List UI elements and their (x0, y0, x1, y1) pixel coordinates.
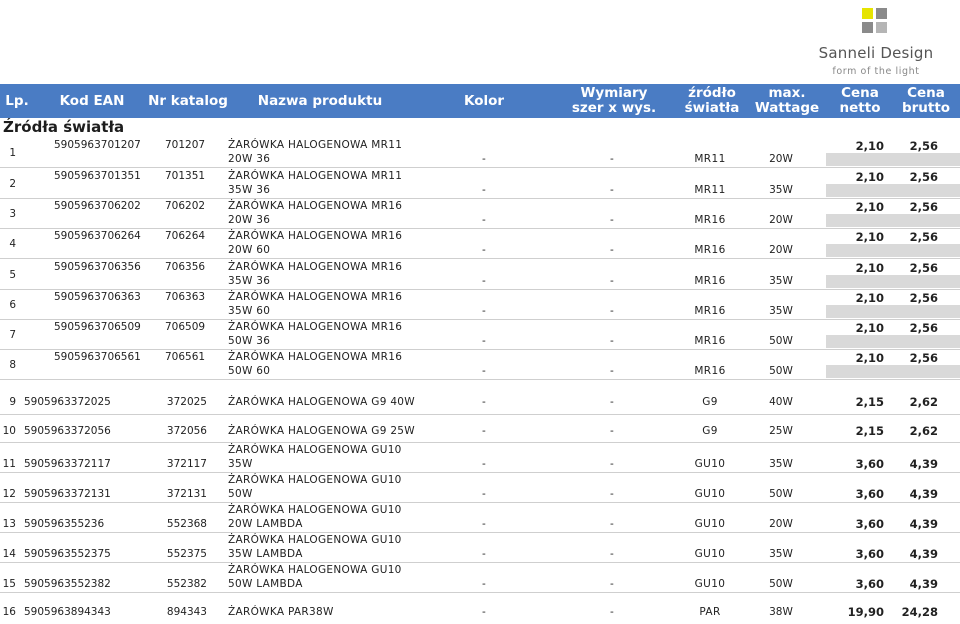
dimensions-value: - (610, 305, 614, 317)
net-price: 2,10 (855, 230, 884, 244)
row-number: 4 (9, 238, 16, 250)
color-value: - (482, 548, 486, 560)
gross-price: 4,39 (909, 517, 938, 531)
light-source-value: G9 (702, 425, 718, 437)
light-source-value: MR16 (694, 305, 726, 317)
gross-price: 2,62 (909, 395, 938, 409)
product-name-line2: 20W 36 (228, 214, 271, 226)
wattage-value: 38W (769, 606, 793, 618)
price-cell-shade (826, 214, 960, 227)
product-name-line1: ŻARÓWKA HALOGENOWA MR16 (228, 230, 403, 242)
row-divider (0, 258, 960, 259)
dimensions-value: - (610, 335, 614, 347)
dimensions-value: - (610, 244, 614, 256)
header-dimensions-line2: szer x wys. (571, 100, 657, 116)
ean-code: 5905963372117 (24, 458, 111, 470)
dimensions-value: - (610, 578, 614, 590)
light-source-value: MR11 (694, 153, 726, 165)
product-name-line1: ŻARÓWKA HALOGENOWA G9 40W (228, 396, 415, 408)
catalog-number: 706363 (165, 291, 206, 303)
color-value: - (482, 578, 486, 590)
header-light-source-line2: światła (684, 100, 740, 116)
color-value: - (482, 335, 486, 347)
product-name-line1: ŻARÓWKA HALOGENOWA GU10 (228, 444, 402, 456)
row-divider (0, 532, 960, 533)
light-source-value: GU10 (694, 518, 726, 530)
header-catalog: Nr katalog (148, 92, 228, 109)
product-name-line2: 50W LAMBDA (228, 578, 303, 590)
gross-price: 4,39 (909, 577, 938, 591)
catalog-number: 706264 (165, 230, 206, 242)
wattage-value: 35W (769, 184, 793, 196)
row-number: 14 (2, 548, 16, 560)
ean-code: 5905963706363 (54, 291, 141, 303)
row-number: 13 (2, 518, 16, 530)
row-number: 9 (9, 396, 16, 408)
ean-code: 5905963552382 (24, 578, 111, 590)
header-dimensions-line1: Wymiary (580, 85, 648, 101)
light-source-value: GU10 (694, 488, 726, 500)
ean-code: 5905963894343 (24, 606, 111, 618)
catalog-number: 552368 (166, 518, 207, 530)
dimensions-value: - (610, 184, 614, 196)
net-price: 2,10 (855, 139, 884, 153)
catalog-number: 894343 (166, 606, 207, 618)
row-number: 12 (2, 488, 16, 500)
wattage-value: 40W (769, 396, 793, 408)
dimensions-value: - (610, 548, 614, 560)
gross-price: 2,62 (909, 424, 938, 438)
product-name-line2: 20W 60 (228, 244, 271, 256)
row-number: 1 (9, 147, 16, 159)
color-value: - (482, 184, 486, 196)
gross-price: 2,56 (909, 261, 938, 275)
gross-price: 2,56 (909, 170, 938, 184)
product-name-line2: 35W (228, 458, 253, 470)
product-name-line1: ŻARÓWKA HALOGENOWA MR16 (228, 261, 403, 273)
color-value: - (482, 244, 486, 256)
net-price: 3,60 (855, 517, 884, 531)
ean-code: 5905963372025 (24, 396, 111, 408)
ean-code: 5905963701351 (54, 170, 141, 182)
color-value: - (482, 153, 486, 165)
row-number: 16 (2, 606, 16, 618)
product-name-line1: ŻARÓWKA HALOGENOWA GU10 (228, 564, 402, 576)
color-value: - (482, 458, 486, 470)
gross-price: 4,39 (909, 487, 938, 501)
dimensions-value: - (610, 396, 614, 408)
light-source-value: MR11 (694, 184, 726, 196)
light-source-value: GU10 (694, 578, 726, 590)
color-value: - (482, 214, 486, 226)
row-divider (0, 319, 960, 320)
product-name-line1: ŻARÓWKA HALOGENOWA MR11 (228, 170, 403, 182)
price-cell-shade (826, 153, 960, 166)
product-name-line2: 20W 36 (228, 153, 271, 165)
ean-code: 5905963706509 (54, 321, 141, 333)
price-cell-shade (826, 365, 960, 378)
light-source-value: MR16 (694, 214, 726, 226)
net-price: 2,10 (855, 351, 884, 365)
gross-price: 2,56 (909, 351, 938, 365)
price-cell-shade (826, 305, 960, 318)
dimensions-value: - (610, 275, 614, 287)
wattage-value: 20W (769, 214, 793, 226)
ean-code: 5905963552375 (24, 548, 111, 560)
logo-tagline: form of the light (832, 66, 920, 77)
catalog-number: 372131 (166, 488, 207, 500)
net-price: 3,60 (855, 487, 884, 501)
net-price: 2,10 (855, 170, 884, 184)
header-gross-price-line2: brutto (901, 100, 951, 116)
dimensions-value: - (610, 425, 614, 437)
light-source-value: MR16 (694, 244, 726, 256)
dimensions-value: - (610, 365, 614, 377)
wattage-value: 20W (769, 518, 793, 530)
catalog-number: 552375 (166, 548, 207, 560)
wattage-value: 35W (769, 458, 793, 470)
product-name-line2: 35W 60 (228, 305, 271, 317)
dimensions-value: - (610, 606, 614, 618)
dimensions-value: - (610, 488, 614, 500)
header-net-price-line1: Cena (841, 85, 879, 101)
wattage-value: 35W (769, 548, 793, 560)
color-value: - (482, 396, 486, 408)
product-name-line2: 35W LAMBDA (228, 548, 303, 560)
product-name-line1: ŻARÓWKA HALOGENOWA MR16 (228, 200, 403, 212)
wattage-value: 20W (769, 244, 793, 256)
ean-code: 5905963706202 (54, 200, 141, 212)
product-name-line1: ŻARÓWKA HALOGENOWA MR11 (228, 139, 403, 151)
gross-price: 2,56 (909, 291, 938, 305)
light-source-value: GU10 (694, 548, 726, 560)
net-price: 19,90 (847, 605, 884, 619)
product-name-line1: ŻARÓWKA PAR38W (228, 606, 334, 618)
gross-price: 2,56 (909, 139, 938, 153)
ean-code: 5905963706561 (54, 351, 141, 363)
ean-code: 5905963372056 (24, 425, 111, 437)
product-name-line1: ŻARÓWKA HALOGENOWA GU10 (228, 504, 402, 516)
wattage-value: 20W (769, 153, 793, 165)
color-value: - (482, 606, 486, 618)
row-divider (0, 349, 960, 350)
color-value: - (482, 365, 486, 377)
light-source-value: PAR (699, 606, 721, 618)
dimensions-value: - (610, 153, 614, 165)
header-ean: Kod EAN (59, 92, 125, 109)
wattage-value: 50W (769, 365, 793, 377)
row-number: 3 (9, 208, 16, 220)
net-price: 3,60 (855, 577, 884, 591)
catalog-number: 706509 (165, 321, 206, 333)
catalog-number: 706561 (165, 351, 206, 363)
ean-code: 590596355236 (24, 518, 105, 530)
gross-price: 4,39 (909, 457, 938, 471)
product-name-line1: ŻARÓWKA HALOGENOWA MR16 (228, 321, 403, 333)
product-name-line2: 35W 36 (228, 275, 271, 287)
header-color: Kolor (463, 92, 505, 109)
row-number: 8 (9, 359, 16, 371)
catalog-number: 701207 (165, 139, 206, 151)
row-divider (0, 442, 960, 443)
row-divider (0, 289, 960, 290)
row-number: 11 (2, 458, 16, 470)
header-wattage-line2: Wattage (754, 100, 820, 116)
net-price: 3,60 (855, 457, 884, 471)
gross-price: 2,56 (909, 200, 938, 214)
light-source-value: GU10 (694, 458, 726, 470)
header-product: Nazwa produktu (257, 92, 383, 109)
light-source-value: G9 (702, 396, 718, 408)
row-divider (0, 414, 960, 415)
gross-price: 2,56 (909, 321, 938, 335)
ean-code: 5905963706264 (54, 230, 141, 242)
color-value: - (482, 488, 486, 500)
product-name-line1: ŻARÓWKA HALOGENOWA GU10 (228, 534, 402, 546)
gross-price: 4,39 (909, 547, 938, 561)
ean-code: 5905963706356 (54, 261, 141, 273)
catalog-number: 706356 (165, 261, 206, 273)
net-price: 2,10 (855, 261, 884, 275)
ean-code: 5905963372131 (24, 488, 111, 500)
row-divider (0, 502, 960, 503)
product-name-line1: ŻARÓWKA HALOGENOWA GU10 (228, 474, 402, 486)
product-name-line2: 50W 36 (228, 335, 271, 347)
logo-name: Sanneli Design (818, 44, 934, 62)
wattage-value: 50W (769, 488, 793, 500)
light-source-value: MR16 (694, 275, 726, 287)
net-price: 2,10 (855, 291, 884, 305)
wattage-value: 25W (769, 425, 793, 437)
net-price: 2,15 (855, 424, 884, 438)
row-divider (0, 379, 960, 380)
header-gross-price-line1: Cena (907, 85, 945, 101)
wattage-value: 50W (769, 578, 793, 590)
gross-price: 2,56 (909, 230, 938, 244)
color-value: - (482, 518, 486, 530)
product-name-line2: 35W 36 (228, 184, 271, 196)
net-price: 2,10 (855, 200, 884, 214)
header-wattage-line1: max. (768, 85, 806, 101)
price-cell-shade (826, 275, 960, 288)
section-title: Źródła światła (3, 118, 125, 136)
product-name-line1: ŻARÓWKA HALOGENOWA MR16 (228, 351, 403, 363)
row-divider (0, 198, 960, 199)
color-value: - (482, 275, 486, 287)
row-number: 2 (9, 178, 16, 190)
catalog-number: 706202 (165, 200, 206, 212)
header-net-price-line2: netto (839, 100, 881, 116)
net-price: 3,60 (855, 547, 884, 561)
row-number: 10 (2, 425, 16, 437)
row-number: 7 (9, 329, 16, 341)
net-price: 2,15 (855, 395, 884, 409)
row-divider (0, 592, 960, 593)
dimensions-value: - (610, 214, 614, 226)
row-number: 15 (2, 578, 16, 590)
product-name-line2: 50W (228, 488, 253, 500)
row-number: 6 (9, 299, 16, 311)
row-number: 5 (9, 269, 16, 281)
product-name-line1: ŻARÓWKA HALOGENOWA MR16 (228, 291, 403, 303)
catalog-number: 372056 (166, 425, 207, 437)
product-name-line1: ŻARÓWKA HALOGENOWA G9 25W (228, 425, 415, 437)
wattage-value: 35W (769, 305, 793, 317)
light-source-value: MR16 (694, 365, 726, 377)
row-divider (0, 472, 960, 473)
product-name-line2: 50W 60 (228, 365, 271, 377)
header-lp: Lp. (5, 92, 29, 109)
product-name-line2: 20W LAMBDA (228, 518, 303, 530)
price-cell-shade (826, 184, 960, 197)
catalog-number: 701351 (165, 170, 206, 182)
net-price: 2,10 (855, 321, 884, 335)
wattage-value: 35W (769, 275, 793, 287)
price-cell-shade (826, 335, 960, 348)
header-light-source-line1: źródło (688, 85, 736, 101)
price-cell-shade (826, 244, 960, 257)
catalog-number: 372117 (166, 458, 207, 470)
row-divider (0, 562, 960, 563)
catalog-number: 552382 (166, 578, 207, 590)
dimensions-value: - (610, 458, 614, 470)
wattage-value: 50W (769, 335, 793, 347)
gross-price: 24,28 (901, 605, 938, 619)
color-value: - (482, 425, 486, 437)
light-source-value: MR16 (694, 335, 726, 347)
ean-code: 5905963701207 (54, 139, 141, 151)
row-divider (0, 228, 960, 229)
dimensions-value: - (610, 518, 614, 530)
color-value: - (482, 305, 486, 317)
catalog-number: 372025 (166, 396, 207, 408)
row-divider (0, 167, 960, 168)
